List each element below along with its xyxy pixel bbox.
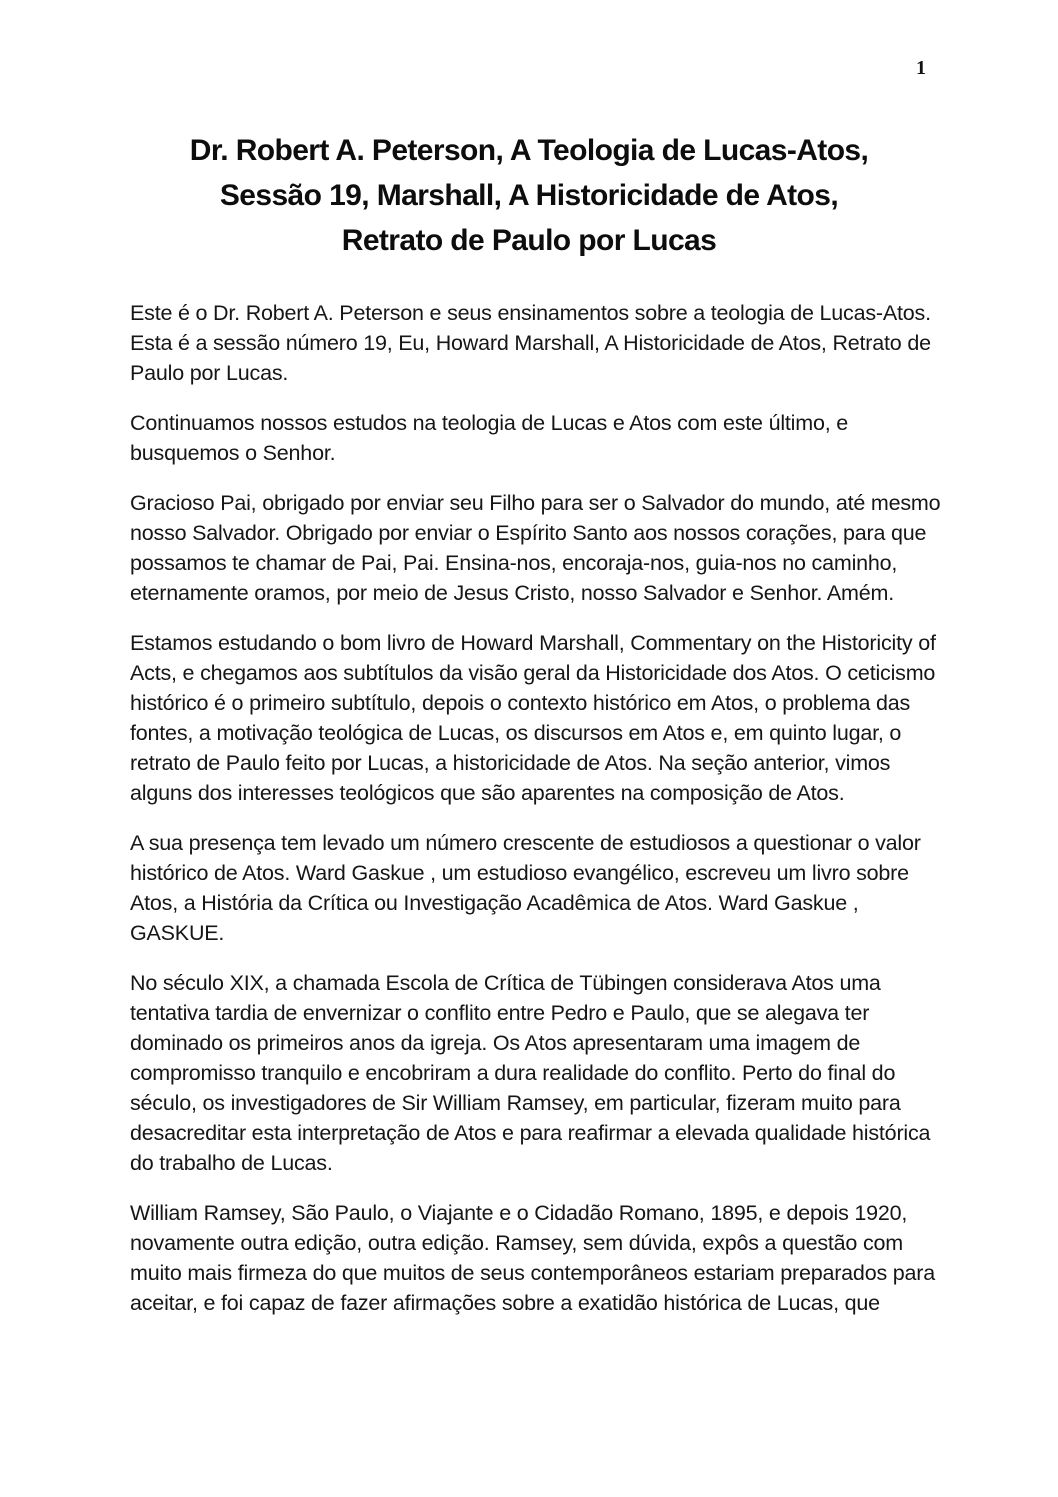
document-title xyxy=(64,128,994,263)
title-line-2: Sessão 19, Marshall, A Historicidade de Atos, xyxy=(219,179,839,212)
paragraph-continuation: Continuamos nossos estudos na teologia de Lucas e Atos com este último, e busquemos o Senhor. xyxy=(130,411,849,465)
title-line-3: Retrato de Paulo por Lucas xyxy=(341,224,717,257)
document-body xyxy=(130,298,942,1338)
title-line-1: Dr. Robert A. Peterson, A Teologia de Lucas-Atos, xyxy=(189,134,869,167)
paragraph-prayer: Gracioso Pai, obrigado por enviar seu Filho para ser o Salvador do mundo, até mesmo nosso Salvador. Obrigado por enviar o Espírito Santo aos nossos corações, para que possamos te chamar de Pai, Pai. Ensina-nos, encoraja-nos, guia-nos no caminho, eternamente oramos, por meio de Jesus Cristo, nosso Salvador e Senhor. Amém. xyxy=(130,491,941,605)
page-number: 1 xyxy=(916,57,926,79)
paragraph-intro: Este é o Dr. Robert A. Peterson e seus ensinamentos sobre a teologia de Lucas-Atos. Esta é a sessão número 19, Eu, Howard Marshall, A Historicidade de Atos, Retrato de Paulo por Lucas. xyxy=(130,301,931,385)
paragraph-marshall-book: Estamos estudando o bom livro de Howard Marshall, Commentary on the Historicity of Acts, e chegamos aos subtítulos da visão geral da Historicidade dos Atos. O ceticismo histórico é o primeiro subtítulo, depois o contexto histórico em Atos, o problema das fontes, a motivação teológica de Lucas, os discursos em Atos e, em quinto lugar, o retrato de Paulo feito por Lucas, a historicidade de Atos. Na seção anterior, vimos alguns dos interesses teológicos que são aparentes na composição de Atos. xyxy=(130,631,936,805)
paragraph-gaskue: A sua presença tem levado um número crescente de estudiosos a questionar o valor histórico de Atos. Ward Gaskue , um estudioso evangélico, escreveu um livro sobre Atos, a História da Crítica ou Investigação Acadêmica de Atos. Ward Gaskue , GASKUE. xyxy=(130,831,921,945)
paragraph-tubingen: No século XIX, a chamada Escola de Crítica de Tübingen considerava Atos uma tentativa tardia de envernizar o conflito entre Pedro e Paulo, que se alegava ter dominado os primeiros anos da igreja. Os Atos apresentaram uma imagem de compromisso tranquilo e encobriram a dura realidade do conflito. Perto do final do século, os investigadores de Sir William Ramsey, em particular, fizeram muito para desacreditar esta interpretação de Atos e para reafirmar a elevada qualidade histórica do trabalho de Lucas. xyxy=(130,971,931,1175)
paragraph-ramsey: William Ramsey, São Paulo, o Viajante e o Cidadão Romano, 1895, e depois 1920, novamente outra edição, outra edição. Ramsey, sem dúvida, expôs a questão com muito mais firmeza do que muitos de seus contemporâneos estariam preparados para aceitar, e foi capaz de fazer afirmações sobre a exatidão histórica de Lucas, que xyxy=(130,1201,935,1315)
